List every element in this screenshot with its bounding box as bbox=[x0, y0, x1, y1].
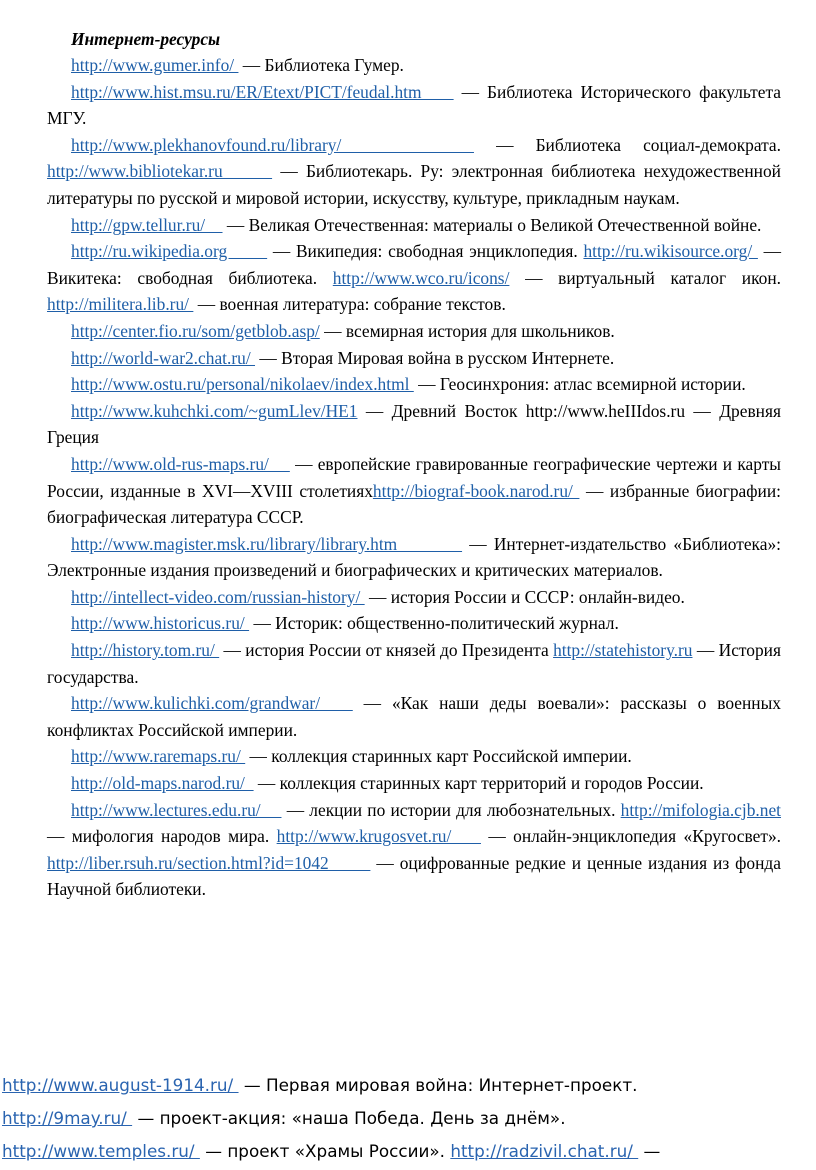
resource-paragraph bbox=[47, 610, 781, 637]
footer-lines bbox=[2, 1069, 814, 1168]
resource-description: — виртуальный каталог икон. bbox=[509, 267, 781, 288]
resource-paragraph bbox=[47, 132, 781, 212]
resource-paragraph bbox=[47, 52, 781, 79]
resource-link[interactable]: http://militera.lib.ru/ bbox=[47, 294, 194, 315]
resource-paragraph bbox=[47, 743, 781, 770]
resource-paragraph bbox=[47, 238, 781, 318]
resource-description: — Библиотека Исторического факультета МГУ. bbox=[47, 81, 781, 129]
footer-line bbox=[2, 1069, 814, 1102]
resource-link[interactable]: http://center.fio.ru/som/getblob.asp/ bbox=[71, 320, 320, 341]
resource-description: — история России и СССР: онлайн-видео. bbox=[364, 586, 685, 607]
resource-link[interactable]: http://ru.wikisource.org/ bbox=[583, 241, 758, 262]
resource-paragraph bbox=[47, 690, 781, 743]
resource-description: — Википедия: свободная энциклопедия. bbox=[267, 241, 584, 262]
resource-description: — Древний Восток http://www.heIIIdos.ru — Древняя Греция bbox=[47, 400, 781, 448]
resource-description: — Историк: общественно-политический журнал. bbox=[249, 613, 619, 634]
resource-link[interactable]: http://history.tom.ru/ bbox=[71, 640, 220, 661]
resource-link[interactable]: http://www.kuhchki.com/~gumLlev/HE1 bbox=[71, 400, 358, 421]
resource-description: — «Как наши деды воевали»: рассказы о военных конфликтах Российской империи. bbox=[47, 693, 781, 740]
resource-description: — Первая мировая война: Интернет-проект. bbox=[238, 1075, 638, 1095]
resource-link[interactable]: http://www.hist.msu.ru/ER/Etext/PICT/feudal.htm bbox=[71, 81, 454, 102]
resource-link[interactable]: http://www.bibliotekar.ru bbox=[47, 161, 273, 182]
resource-link[interactable]: http://radzivil.chat.ru/ bbox=[450, 1141, 639, 1161]
resource-paragraph bbox=[47, 79, 781, 132]
resource-description: — мифология народов мира. bbox=[47, 826, 277, 847]
section-heading: Интернет-ресурсы bbox=[71, 29, 221, 49]
resource-link[interactable]: http://www.ostu.ru/personal/nikolaev/index.html bbox=[71, 374, 414, 395]
resource-link[interactable]: http://old-maps.narod.ru/ bbox=[71, 773, 254, 794]
resource-paragraph bbox=[47, 318, 781, 345]
resource-description: — Библиотекарь. Ру: электронная библиотека нехудожественной литературы по русской и мировой истории, искусству, культуре, прикладным наукам. bbox=[47, 161, 781, 208]
resource-paragraph bbox=[47, 212, 781, 239]
resource-description: — Великая Отечественная: материалы о Великой Отечественной войне. bbox=[222, 214, 762, 235]
resource-link[interactable]: http://www.temples.ru/ bbox=[2, 1141, 200, 1161]
resource-link[interactable]: http://intellect-video.com/russian-history/ bbox=[71, 586, 365, 607]
resource-description: — проект-акция: «наша Победа. День за днём». bbox=[132, 1108, 566, 1128]
resource-paragraph bbox=[47, 371, 781, 398]
resource-link[interactable]: http://www.plekhanovfound.ru/library/ bbox=[71, 134, 474, 155]
resource-description: — История государства. bbox=[47, 640, 781, 687]
resource-description: — онлайн-энциклопедия «Кругосвет». bbox=[480, 826, 781, 847]
footer-line bbox=[2, 1135, 814, 1168]
resource-link[interactable]: http://www.wco.ru/icons/ bbox=[332, 267, 510, 288]
resource-description: — избранные биографии: биографическая литература СССР. bbox=[47, 480, 781, 528]
resource-link[interactable]: http://gpw.tellur.ru/ bbox=[71, 214, 223, 235]
resource-description: — Викитека: свободная библиотека. bbox=[47, 241, 781, 288]
resource-description: — европейские гравированные географические чертежи и карты России, изданные в XVI—XVIII столетиях bbox=[47, 453, 781, 501]
resource-description: — проект «Храмы России». bbox=[199, 1141, 451, 1161]
resource-description: — военная литература: собрание текстов. bbox=[193, 294, 506, 315]
resource-link[interactable]: http://www.magister.msk.ru/library/library.htm bbox=[71, 533, 463, 554]
resource-list bbox=[47, 52, 781, 903]
resource-link[interactable]: http://mifologia.cjb.net bbox=[620, 799, 782, 820]
resource-paragraph bbox=[47, 584, 781, 611]
footer-line bbox=[2, 1102, 814, 1135]
resource-link[interactable]: http://www.gumer.info/ bbox=[71, 55, 239, 75]
resource-link[interactable]: http://www.raremaps.ru/ bbox=[71, 746, 246, 767]
resource-description: — Библиотека социал-демократа. bbox=[473, 134, 781, 155]
resource-link[interactable]: http://www.august-1914.ru/ bbox=[2, 1075, 239, 1095]
resource-link[interactable]: http://liber.rsuh.ru/section.html?id=1042 bbox=[47, 852, 371, 873]
resource-paragraph bbox=[47, 398, 781, 451]
resource-description: — история России от князей до Президента bbox=[219, 640, 554, 661]
resource-link[interactable]: http://www.krugosvet.ru/ bbox=[276, 826, 481, 847]
resource-description: — лекции по истории для любознательных. bbox=[281, 799, 621, 820]
resource-paragraph bbox=[47, 451, 781, 531]
resource-description: — коллекция старинных карт территорий и городов России. bbox=[253, 773, 704, 794]
document-body bbox=[47, 26, 781, 903]
resource-link[interactable]: http://statehistory.ru bbox=[553, 640, 693, 661]
resource-link[interactable]: http://www.old-rus-maps.ru/ bbox=[71, 453, 290, 474]
resource-paragraph bbox=[47, 345, 781, 372]
resource-description: — bbox=[638, 1141, 661, 1161]
resource-paragraph bbox=[47, 531, 781, 584]
resource-link[interactable]: http://world-war2.chat.ru/ bbox=[71, 347, 256, 368]
resource-link[interactable]: http://www.lectures.edu.ru/ bbox=[71, 799, 282, 820]
resource-paragraph bbox=[47, 637, 781, 690]
resource-description: — всемирная история для школьников. bbox=[319, 320, 615, 341]
resource-description: — Библиотека Гумер. bbox=[238, 55, 404, 75]
resource-description: — Геосинхрония: атлас всемирной истории. bbox=[413, 374, 746, 395]
resource-description: — коллекция старинных карт Российской империи. bbox=[245, 746, 632, 767]
resource-link[interactable]: http://biograf-book.narod.ru/ bbox=[372, 480, 580, 501]
resource-paragraph bbox=[47, 770, 781, 797]
resource-link[interactable]: http://www.historicus.ru/ bbox=[71, 613, 250, 634]
resource-link[interactable]: http://www.kulichki.com/grandwar/ bbox=[71, 693, 353, 714]
resource-description: — Вторая Мировая война в русском Интернете. bbox=[255, 347, 615, 368]
resource-link[interactable]: http://9may.ru/ bbox=[2, 1108, 133, 1128]
resource-link[interactable]: http://ru.wikipedia.org bbox=[71, 241, 268, 262]
resource-description: — оцифрованные редкие и ценные издания из фонда Научной библиотеки. bbox=[47, 852, 781, 900]
resource-description: — Интернет-издательство «Библиотека»: Электронные издания произведений и биографических и критических материалов. bbox=[47, 533, 781, 581]
resource-paragraph bbox=[47, 797, 781, 903]
